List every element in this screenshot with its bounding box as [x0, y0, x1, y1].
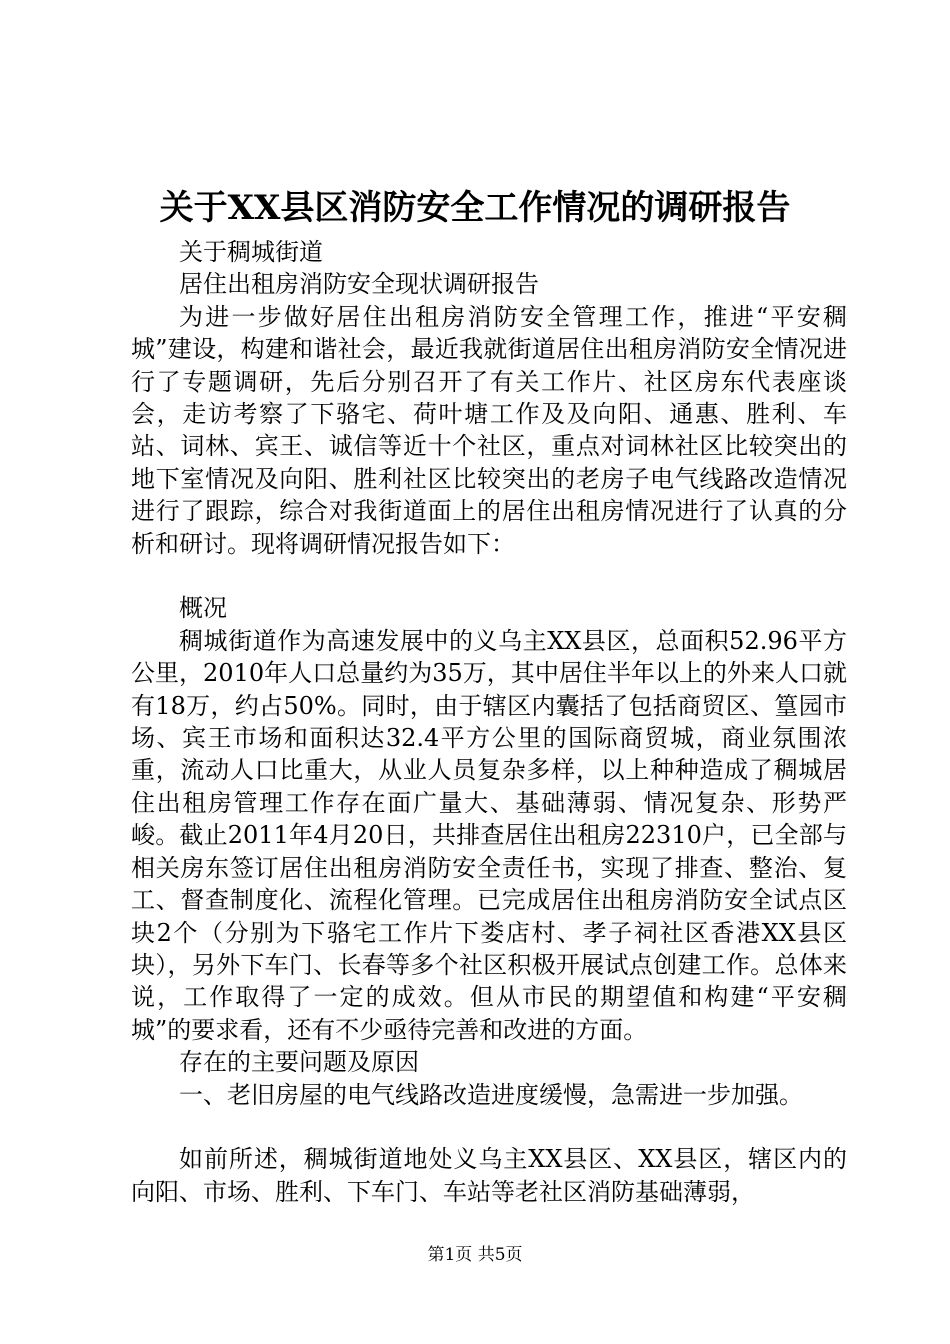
document-title: 关于XX县区消防安全工作情况的调研报告	[159, 188, 791, 228]
intro-paragraph: 为进一步做好居住出租房消防安全管理工作，推进“平安稠城”建设，构建和谐社会，最近我就街道居住出租房消防安全情况进行了专题调研，先后分别召开了有关工作片、社区房东代表座谈会，走访考察了下骆宅、荷叶塘工作及及向阳、通惠、胜利、车站、词林、宾王、诚信等近十个社区，重点对词林社区比较突出的地下室情况及向阳、胜利社区比较突出的老房子电气线路改造情况进行了跟踪，综合对我街道面上的居住出租房情况进行了认真的分析和研讨。现将调研情况报告如下：	[131, 302, 847, 558]
document-body	[131, 236, 847, 1208]
overview-paragraph: 稠城街道作为高速发展中的义乌主XX县区，总面积52.96平方公里，2010年人口总量约为35万，其中居住半年以上的外来人口就有18万，约占50%。同时，由于辖区内囊括了包括商贸区、篁园市场、宾王市场和面积达32.4平方公里的国际商贸城，商业氛围浓重，流动人口比重大，从业人员复杂多样，以上种种造成了稠城居住出租房管理工作存在面广量大、基础薄弱、情况复杂、形势严峻。截止2011年4月20日，共排查居住出租房22310户，已全部与相关房东签订居住出租房消防安全责任书，实现了排查、整治、复工、督查制度化、流程化管理。已完成居住出租房消防安全试点区块2个（分别为下骆宅工作片下娄店村、孝子祠社区香港XX县区块），另外下车门、长春等多个社区积极开展试点创建工作。总体来说，工作取得了一定的成效。但从市民的期望值和构建“平安稠城”的要求看，还有不少亟待完善和改进的方面。	[131, 626, 847, 1044]
page-footer: 第1页 共5页	[427, 1245, 523, 1265]
subtitle-line-1: 关于稠城街道	[179, 238, 323, 266]
problem-heading-1: 一、老旧房屋的电气线路改造进度缓慢，急需进一步加强。	[179, 1080, 803, 1109]
paragraph-spacer	[131, 560, 847, 592]
paragraph-spacer	[131, 1111, 847, 1143]
problem-paragraph-1: 如前所述，稠城街道地处义乌主XX县区、XX县区，辖区内的向阳、市场、胜利、下车门、车站等老社区消防基础薄弱，	[131, 1145, 847, 1206]
section-heading-overview: 概况	[179, 594, 227, 623]
section-heading-problems: 存在的主要问题及原因	[179, 1048, 419, 1077]
subtitle-line-2: 居住出租房消防安全现状调研报告	[179, 270, 539, 299]
